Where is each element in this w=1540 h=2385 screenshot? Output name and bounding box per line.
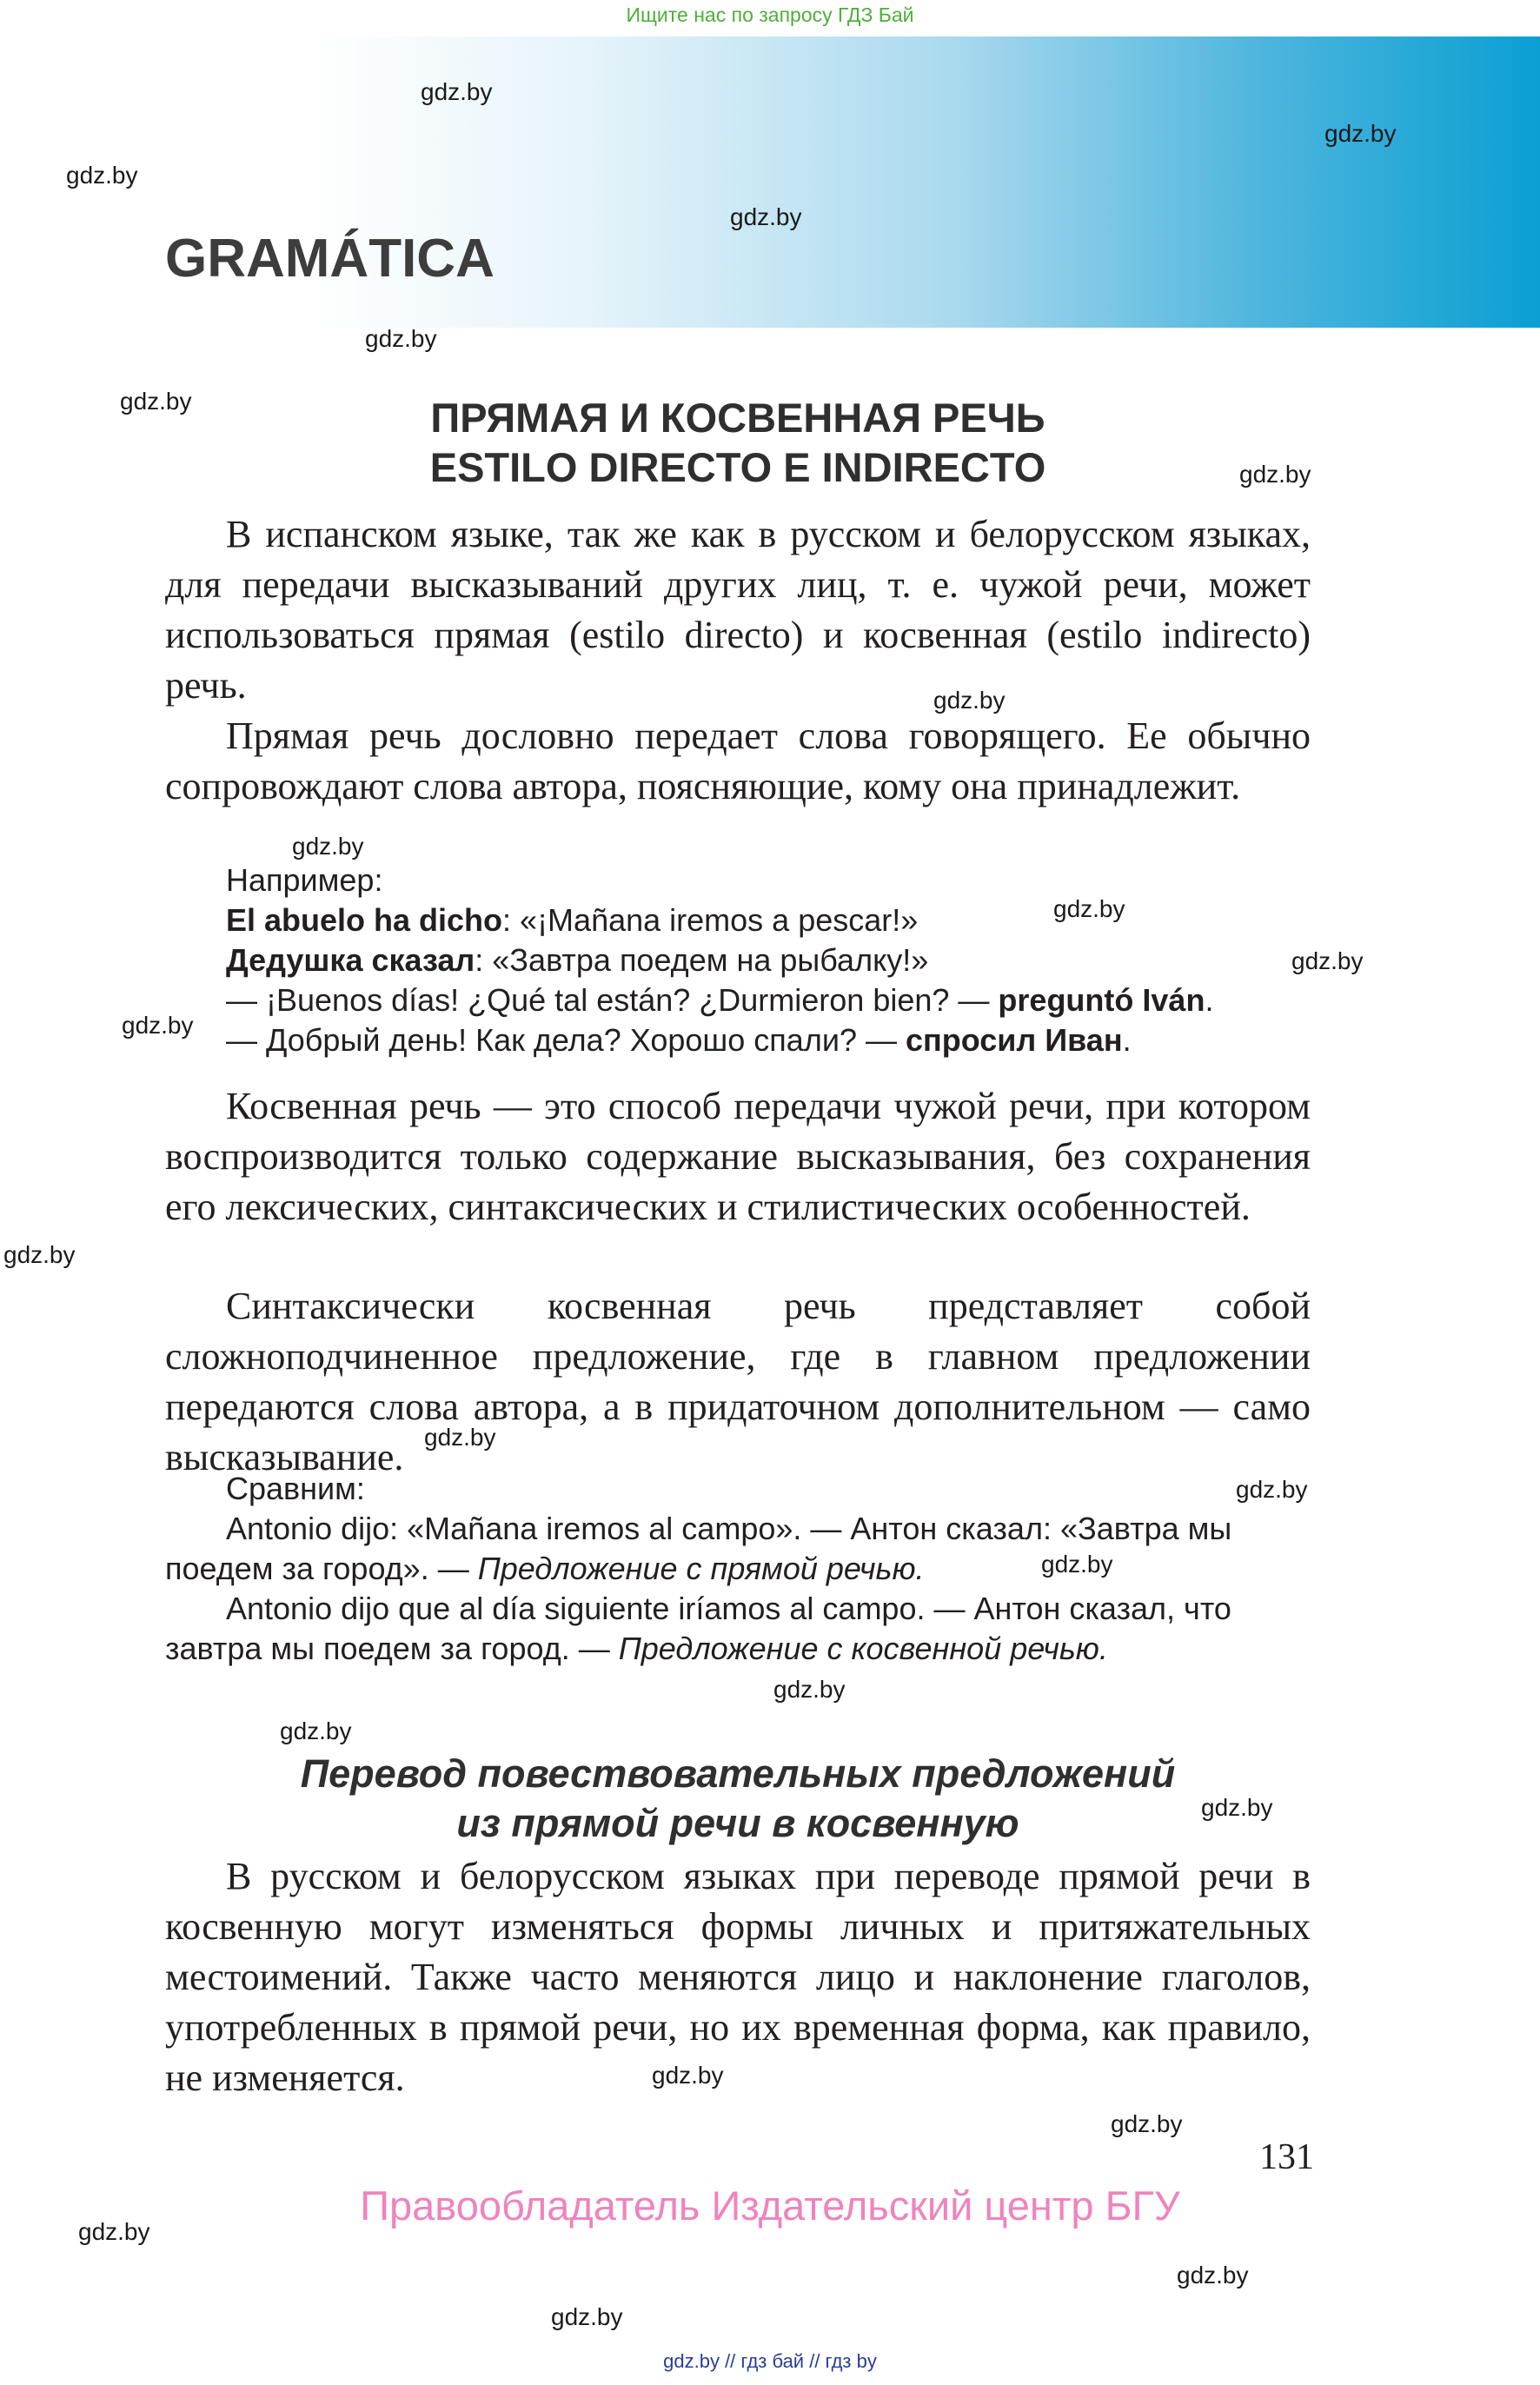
main-heading: [165, 393, 1311, 492]
watermark: gdz.by: [1111, 2110, 1183, 2137]
watermark: gdz.by: [1291, 947, 1364, 974]
watermark: gdz.by: [652, 2062, 724, 2089]
example-line: Antonio dijo: «Mañana iremos al campo». — Антон сказал: «Завтра мы: [226, 1511, 1232, 1546]
footer-links[interactable]: gdz.by // гдз бай // гдз by: [663, 2350, 877, 2372]
example-line: завтра мы поедем за город. — Предложение с косвенной речью.: [165, 1631, 1108, 1666]
paragraph-indirect-speech: Косвенная речь — это способ передачи чужой речи, при котором воспроизводится только содержание высказывания, без сохранения его лексических, синтаксических и стилистических особенностей.: [165, 1085, 1311, 1228]
example-line: Дедушка сказал: «Завтра поедем на рыбалку!»: [226, 942, 929, 978]
section-title: GRAMÁTICA: [165, 229, 495, 289]
copyright-notice: Правообладатель Издательский центр БГУ: [360, 2182, 1180, 2229]
example-label: Сравним:: [226, 1471, 365, 1506]
paragraph-intro: В испанском языке, так же как в русском и белорусском языках, для передачи высказываний других лиц, т. е. чужой речи, может использоваться прямая (estilo directo) и косвенная (estilo indirecto) речь.: [165, 513, 1311, 707]
watermark: gdz.by: [424, 1424, 496, 1451]
paragraph-syntax: Синтаксически косвенная речь представляет собой сложноподчиненное предложение, где в главном предложении передаются слова автора, а в придаточном дополнительном — само высказывание.: [165, 1285, 1311, 1478]
subheading-line-2: из прямой речи в косвенную: [456, 1801, 1019, 1845]
watermark: gdz.by: [78, 2218, 150, 2245]
example-line: поедем за город». — Предложение с прямой речью.: [165, 1551, 925, 1586]
watermark: gdz.by: [1324, 120, 1397, 147]
watermark: gdz.by: [933, 687, 1006, 714]
page-number: 131: [1259, 2137, 1314, 2177]
watermark: gdz.by: [421, 78, 493, 105]
paragraph-direct-speech: Прямая речь дословно передает слова говорящего. Ее обычно сопровождают слова автора, поясняющие, кому она принадлежит.: [165, 714, 1311, 807]
example-block-direct: [165, 860, 1311, 1060]
subheading-line-1: Перевод повествовательных предложений: [300, 1751, 1176, 1796]
watermark: gdz.by: [730, 203, 802, 230]
watermark: gdz.by: [120, 388, 192, 415]
watermark: gdz.by: [1041, 1551, 1113, 1578]
watermark: gdz.by: [773, 1676, 846, 1703]
example-label: Например:: [226, 862, 383, 898]
watermark: gdz.by: [365, 325, 437, 352]
watermark: gdz.by: [3, 1241, 76, 1268]
watermark: gdz.by: [1239, 461, 1311, 488]
main-heading-line-2: ESTILO DIRECTO E INDIRECTO: [429, 444, 1046, 490]
example-block-compare: [165, 1469, 1311, 1669]
watermark: gdz.by: [1236, 1476, 1308, 1503]
watermark: gdz.by: [551, 2303, 623, 2330]
paragraph-translation: В русском и белорусском языках при переводе прямой речи в косвенную могут изменяться формы личных и притяжательных местоимений. Также часто меняются лицо и наклонение глаголов, употребленных в прямой речи, но их временная форма, как правило, не изменяется.: [165, 1855, 1311, 2099]
top-search-note: Ищите нас по запросу ГДЗ Бай: [626, 3, 914, 26]
example-line: — ¡Buenos días! ¿Qué tal están? ¿Durmieron bien? — preguntó Iván.: [226, 982, 1214, 1018]
watermark: gdz.by: [280, 1717, 352, 1744]
watermark: gdz.by: [122, 1012, 194, 1039]
example-line: Antonio dijo que al día siguiente iríamos al campo. — Антон сказал, что: [226, 1591, 1231, 1626]
main-heading-line-1: ПРЯМАЯ И КОСВЕННАЯ РЕЧЬ: [430, 395, 1045, 441]
watermark: gdz.by: [66, 162, 138, 189]
watermark: gdz.by: [292, 833, 364, 860]
watermark: gdz.by: [1177, 2262, 1249, 2289]
example-line: — Добрый день! Как дела? Хорошо спали? — спросил Иван.: [226, 1022, 1132, 1058]
watermark: gdz.by: [1053, 895, 1125, 922]
example-line: El abuelo ha dicho: «¡Mañana iremos a pescar!»: [226, 902, 919, 938]
watermark: gdz.by: [1201, 1794, 1273, 1821]
subheading: [165, 1749, 1311, 1848]
